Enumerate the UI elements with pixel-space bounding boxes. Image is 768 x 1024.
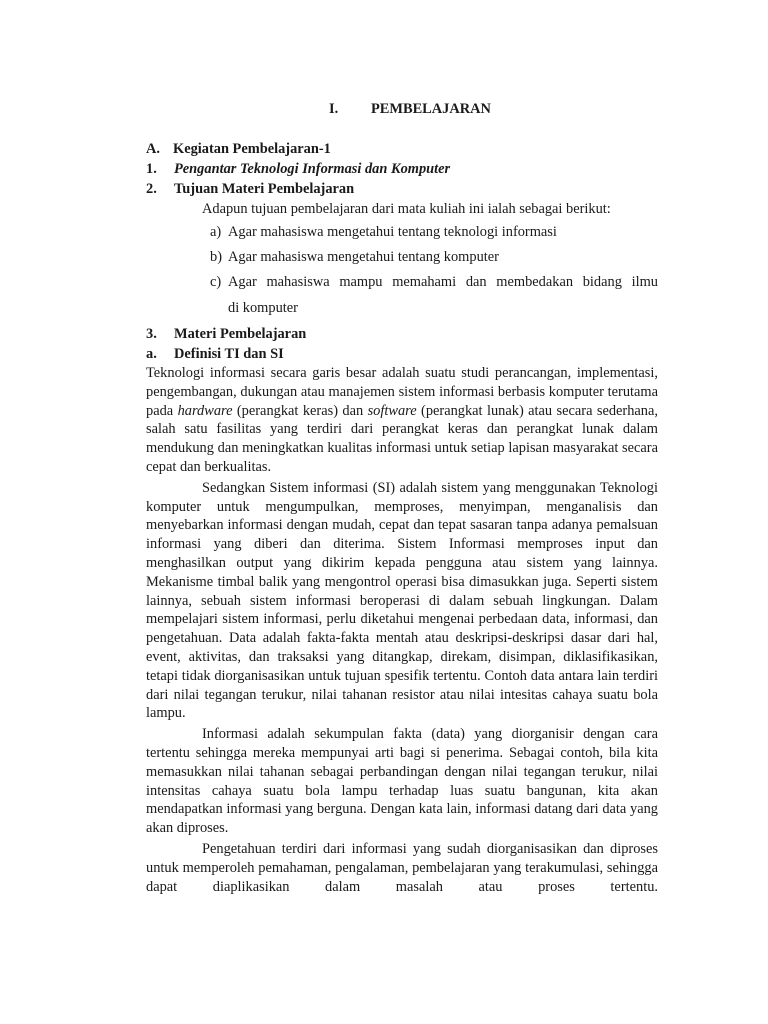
heading-pengantar — [146, 159, 658, 179]
goal-text: Agar mahasiswa mengetahui tentang komputer — [228, 249, 499, 265]
paragraph-text: (perangkat lunak) atau secara sederhana, salah satu fasilitas yang terdiri dari perangkat keras dan perangkat lunak dalam mendukung dan meningkatkan kualitas informasi untuk setiap lapisan masyarakat secara cepat dan berkualitas. — [146, 402, 658, 475]
heading-label: 1. — [146, 161, 157, 177]
goal-text: Agar mahasiswa mampu memahami dan membedakan bidang ilmu — [228, 274, 658, 290]
heading-text: Definisi TI dan SI — [174, 346, 284, 362]
term-hardware: hardware — [177, 402, 233, 419]
goal-marker: b) — [210, 249, 222, 265]
heading-text: Kegiatan Pembelajaran-1 — [173, 141, 331, 157]
heading-label: 2. — [146, 181, 157, 197]
goal-item — [146, 272, 658, 294]
paragraph-text: Teknologi informasi secara garis besar adalah suatu studi perancangan, implementasi, pengembangan, dukungan atau manajemen sistem informasi berbasis komputer terutama pada — [146, 365, 658, 419]
heading-label: 3. — [146, 326, 157, 342]
goals-intro: Adapun tujuan pembelajaran dari mata kuliah ini ialah sebagai berikut: — [202, 201, 611, 217]
goal-item — [146, 222, 658, 244]
heading-kegiatan — [146, 139, 658, 159]
heading-definisi — [146, 344, 658, 364]
heading-text: Pengantar Teknologi Informasi dan Komputer — [174, 161, 451, 177]
goal-marker: c) — [210, 274, 222, 290]
heading-text: Materi Pembelajaran — [174, 326, 307, 342]
chapter-number: I. — [329, 101, 339, 117]
paragraph-informasi: Informasi adalah sekumpulan fakta (data) yang diorganisir dengan cara tertentu sehingga mereka mempunyai arti bagi si penerima. Sebagai contoh, bila kita memasukkan nilai tahanan sebagai perbandingan dengan nilai tegangan terukur, nilai intensitas cahaya suatu bola lampu terhadap luas suatu bangunan, kita akan mendapatkan informasi yang berguna. Dengan kata lain, informasi datang dari data yang akan diproses. — [146, 726, 658, 837]
goal-marker: a) — [210, 224, 222, 240]
heading-label: a. — [146, 346, 157, 362]
paragraph-definisi-ti — [146, 364, 658, 477]
heading-text: Tujuan Materi Pembelajaran — [174, 181, 355, 197]
goal-text: di komputer — [228, 300, 298, 316]
paragraph-pengetahuan: Pengetahuan terdiri dari informasi yang sudah diorganisasikan dan diproses untuk memperoleh pemahaman, pengalaman, pembelajaran yang terakumulasi, sehingga dapat diaplikasikan dalam masalah atau proses tertentu. — [146, 840, 658, 895]
term-software: software — [367, 402, 417, 419]
document-body — [146, 101, 658, 896]
goal-item-continued — [146, 298, 658, 320]
chapter-title: PEMBELAJARAN — [371, 101, 491, 117]
goal-text: Agar mahasiswa mengetahui tentang teknologi informasi — [228, 224, 557, 240]
heading-label: A. — [146, 141, 160, 157]
chapter-heading — [146, 101, 658, 123]
paragraph-text: (perangkat keras) dan — [232, 402, 368, 419]
heading-materi — [146, 324, 658, 344]
heading-tujuan — [146, 179, 658, 199]
goal-item — [146, 247, 658, 269]
paragraph-sistem-informasi: Sedangkan Sistem informasi (SI) adalah sistem yang menggunakan Teknologi komputer untuk mengumpulkan, memproses, menyimpan, menganalisis dan menyebarkan informasi dengan mudah, cepat dan tepat sasaran tanpa adanya pemalsuan informasi yang diberi dan diterima. Sistem Informasi memproses input dan menghasilkan output yang dikirim kepada pengguna atau sistem yang lainnya. Mekanisme timbal balik yang mengontrol operasi bisa dimasukkan juga. Seperti sistem lainnya, sebuah sistem informasi beroperasi di dalam sebuah lingkungan. Dalam mempelajari sistem informasi, perlu diketahui mengenai perbedaan data, informasi, dan pengetahuan. Data adalah fakta-fakta mentah atau deskripsi-deskripsi dasar dari hal, event, aktivitas, dan traksaksi yang ditangkap, direkam, disimpan, diklasifikasikan, tetapi tidak diorganisasikan untuk tujuan spesifik tertentu. Contoh data antara lain terdiri dari nilai tegangan terukur, nilai tahanan resistor atau nilai intesitas cahaya suatu bola lampu. — [146, 479, 658, 722]
